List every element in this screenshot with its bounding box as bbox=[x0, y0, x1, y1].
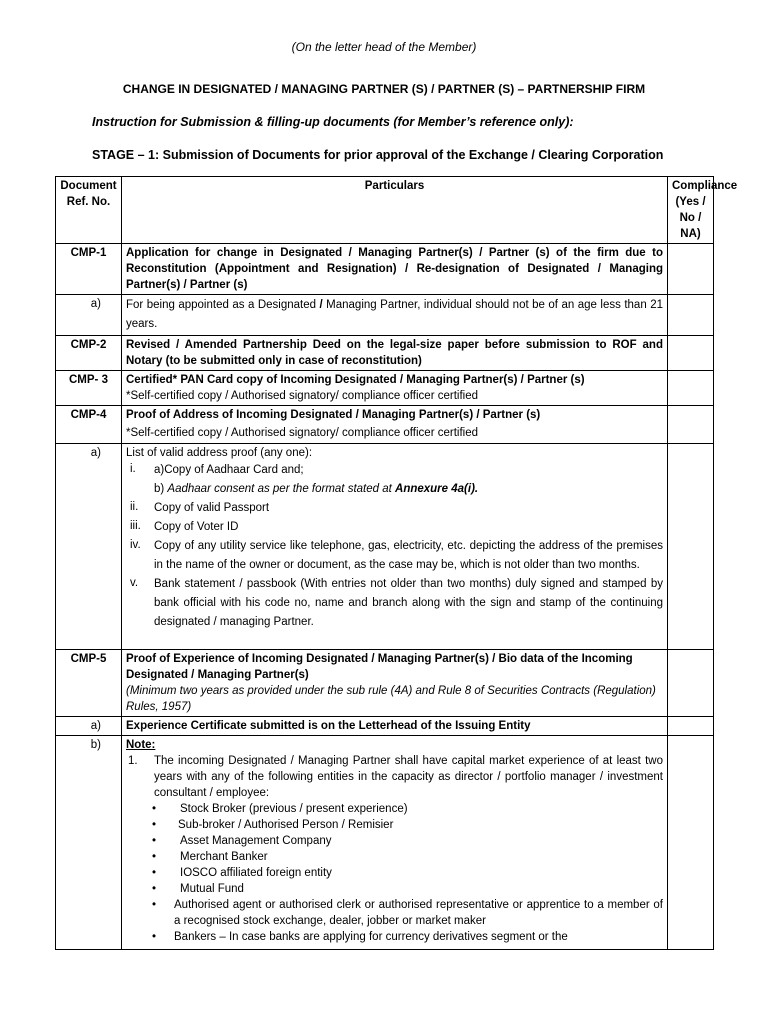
list-item bbox=[126, 881, 663, 897]
cmp3-text: Certified* PAN Card copy of Incoming Designated / Managing Partner(s) / Partner (s) bbox=[126, 374, 585, 386]
cmp1a-text-part2: Managing Partner, individual should not be of an age less than 21 years. bbox=[126, 299, 663, 330]
list-item-text: Bank statement / passbook (With entries not older than two months) duly signed and stamped by bank official with his code no, name and branch along with the sign and stamp of the continuing designated / managing Partner. bbox=[154, 578, 663, 628]
bullet-icon: • bbox=[152, 867, 157, 879]
entity-text: Asset Management Company bbox=[180, 835, 332, 847]
table-row bbox=[56, 406, 714, 444]
particulars-cmp1-a bbox=[122, 295, 668, 336]
entity-text: Stock Broker (previous / present experience) bbox=[180, 803, 408, 815]
bullet-icon: • bbox=[152, 819, 157, 831]
instruction-line: Instruction for Submission & filling-up documents (for Member’s reference only): bbox=[92, 115, 574, 129]
cmp3-note: *Self-certified copy / Authorised signatory/ compliance officer certified bbox=[126, 390, 478, 402]
particulars-cmp2: Revised / Amended Partnership Deed on the legal-size paper before submission to ROF and Notary (to be submitted only in case of reconstitution) bbox=[122, 336, 668, 371]
ref-cmp5-a: a) bbox=[56, 717, 122, 736]
table-row bbox=[56, 444, 714, 650]
bullet-icon: • bbox=[152, 835, 157, 847]
list-item bbox=[126, 801, 663, 817]
particulars-cmp5-a: Experience Certificate submitted is on the Letterhead of the Issuing Entity bbox=[122, 717, 668, 736]
list-item bbox=[126, 817, 663, 833]
table-row bbox=[56, 736, 714, 950]
header-compliance-cell bbox=[668, 177, 738, 244]
bullet-icon: • bbox=[152, 899, 157, 911]
item-b-italic: Aadhaar consent as per the format stated at bbox=[167, 483, 396, 495]
list-item bbox=[126, 929, 663, 945]
annexure-reference: Annexure 4a(i). bbox=[395, 483, 479, 495]
entity-text: Merchant Banker bbox=[180, 851, 268, 863]
list-item-number: i. bbox=[130, 463, 136, 475]
stage-heading: STAGE – 1: Submission of Documents for prior approval of the Exchange / Clearing Corporation bbox=[92, 148, 664, 162]
table-row bbox=[56, 295, 714, 336]
compliance-cell[interactable] bbox=[668, 736, 714, 950]
bullet-icon: • bbox=[152, 803, 157, 815]
entity-text: Bankers – In case banks are applying for currency derivatives segment or the bbox=[174, 931, 568, 943]
list-item bbox=[126, 833, 663, 849]
header-particulars: Particulars bbox=[122, 177, 668, 244]
particulars-cmp1: Application for change in Designated / Managing Partner(s) / Partner (s) of the firm due to Reconstitution (Appointment and Resignation) / Re-designation of Designated / Managing Partner(s) / Partner (s) bbox=[122, 244, 668, 295]
list-item bbox=[126, 499, 663, 518]
list-item-number: iv. bbox=[130, 539, 141, 551]
cmp1a-slash: / bbox=[319, 299, 323, 311]
particulars-cmp4-a bbox=[122, 444, 668, 650]
item-b-prefix: b) bbox=[154, 483, 168, 495]
header-compliance-line2: (Yes / No / bbox=[675, 196, 706, 224]
document-title: CHANGE IN DESIGNATED / MANAGING PARTNER (S) / PARTNER (S) – PARTNERSHIP FIRM bbox=[122, 82, 646, 96]
list-item-number: iii. bbox=[130, 520, 141, 532]
cmp5-note: (Minimum two years as provided under the sub rule (4A) and Rule 8 of Securities Contracts (Regulation) Rules, 1957) bbox=[126, 685, 656, 713]
table-row bbox=[56, 244, 714, 295]
note-point-number: 1. bbox=[128, 755, 138, 767]
table-row bbox=[56, 717, 714, 736]
entity-text: Sub-broker / Authorised Person / Remisier bbox=[178, 819, 394, 831]
list-item bbox=[126, 518, 663, 537]
bullet-icon: • bbox=[152, 851, 157, 863]
cmp4-text: Proof of Address of Incoming Designated / Managing Partner(s) / Partner (s) bbox=[126, 409, 541, 421]
note-point bbox=[126, 753, 663, 801]
header-compliance-line3: NA) bbox=[680, 228, 701, 240]
ref-cmp4: CMP-4 bbox=[56, 406, 122, 444]
header-ref-cell bbox=[56, 177, 122, 244]
list-item bbox=[126, 537, 663, 575]
ref-cmp5: CMP-5 bbox=[56, 650, 122, 717]
list-item-text: Copy of any utility service like telephone, gas, electricity, etc. depicting the address of the premises in the name of the owner or document, as the case may be, which is not older than two months. bbox=[154, 540, 663, 571]
list-item-number: v. bbox=[130, 577, 139, 589]
letterhead-note: (On the letter head of the Member) bbox=[291, 40, 477, 54]
ref-cmp3: CMP- 3 bbox=[56, 371, 122, 406]
ref-cmp1-a: a) bbox=[56, 295, 122, 336]
compliance-cell[interactable] bbox=[668, 650, 714, 717]
ref-cmp2: CMP-2 bbox=[56, 336, 122, 371]
particulars-cmp4 bbox=[122, 406, 668, 444]
bullet-icon: • bbox=[152, 931, 157, 943]
list-item-text: Copy of valid Passport bbox=[154, 502, 270, 514]
table-row bbox=[56, 336, 714, 371]
compliance-cell[interactable] bbox=[668, 406, 714, 444]
particulars-cmp5 bbox=[122, 650, 668, 717]
particulars-cmp3 bbox=[122, 371, 668, 406]
list-item-number: ii. bbox=[130, 501, 139, 513]
table-header-row bbox=[56, 177, 714, 244]
list-item bbox=[126, 575, 663, 632]
table-row bbox=[56, 650, 714, 717]
header-ref-line2: Ref. No. bbox=[66, 196, 111, 208]
bullet-icon: • bbox=[152, 883, 157, 895]
ref-cmp1: CMP-1 bbox=[56, 244, 122, 295]
cmp1a-text-part1: For being appointed as a Designated bbox=[126, 299, 320, 311]
list-item bbox=[126, 849, 663, 865]
note-point-text: The incoming Designated / Managing Partner shall have capital market experience of at least two years with any of the following entities in the capacity as director / portfolio manager / investment consultant / employee: bbox=[154, 755, 663, 799]
header-compliance-line1: Compliance bbox=[672, 180, 738, 192]
compliance-cell[interactable] bbox=[668, 244, 714, 295]
entity-text: IOSCO affiliated foreign entity bbox=[180, 867, 332, 879]
list-item-text: Copy of Voter ID bbox=[154, 521, 239, 533]
ref-cmp4-a: a) bbox=[56, 444, 122, 650]
entity-text: Mutual Fund bbox=[180, 883, 244, 895]
documents-table bbox=[55, 176, 738, 950]
list-item bbox=[126, 897, 663, 929]
compliance-cell[interactable] bbox=[668, 371, 714, 406]
compliance-cell[interactable] bbox=[668, 444, 714, 650]
entity-text: Authorised agent or authorised clerk or authorised representative or apprentice to a member of a recognised stock exchange, dealer, jobber or market maker bbox=[174, 899, 663, 927]
cmp5-text: Proof of Experience of Incoming Designated / Managing Partner(s) / Bio data of the Incoming Designated / Managing Partner(s) bbox=[126, 653, 633, 681]
cmp4-note: *Self-certified copy / Authorised signatory/ compliance officer certified bbox=[126, 427, 478, 439]
note-label: Note: bbox=[126, 739, 156, 751]
compliance-cell[interactable] bbox=[668, 295, 714, 336]
compliance-cell[interactable] bbox=[668, 717, 714, 736]
compliance-cell[interactable] bbox=[668, 336, 714, 371]
table-row bbox=[56, 371, 714, 406]
ref-cmp5-b: b) bbox=[56, 736, 122, 950]
list-item bbox=[126, 865, 663, 881]
address-proof-intro: List of valid address proof (any one): bbox=[126, 447, 313, 459]
list-item bbox=[126, 461, 663, 480]
header-ref-line1: Document bbox=[60, 180, 117, 192]
list-item-text: a)Copy of Aadhaar Card and; bbox=[154, 464, 304, 476]
list-item-b bbox=[126, 480, 663, 499]
particulars-cmp5-b bbox=[122, 736, 668, 950]
